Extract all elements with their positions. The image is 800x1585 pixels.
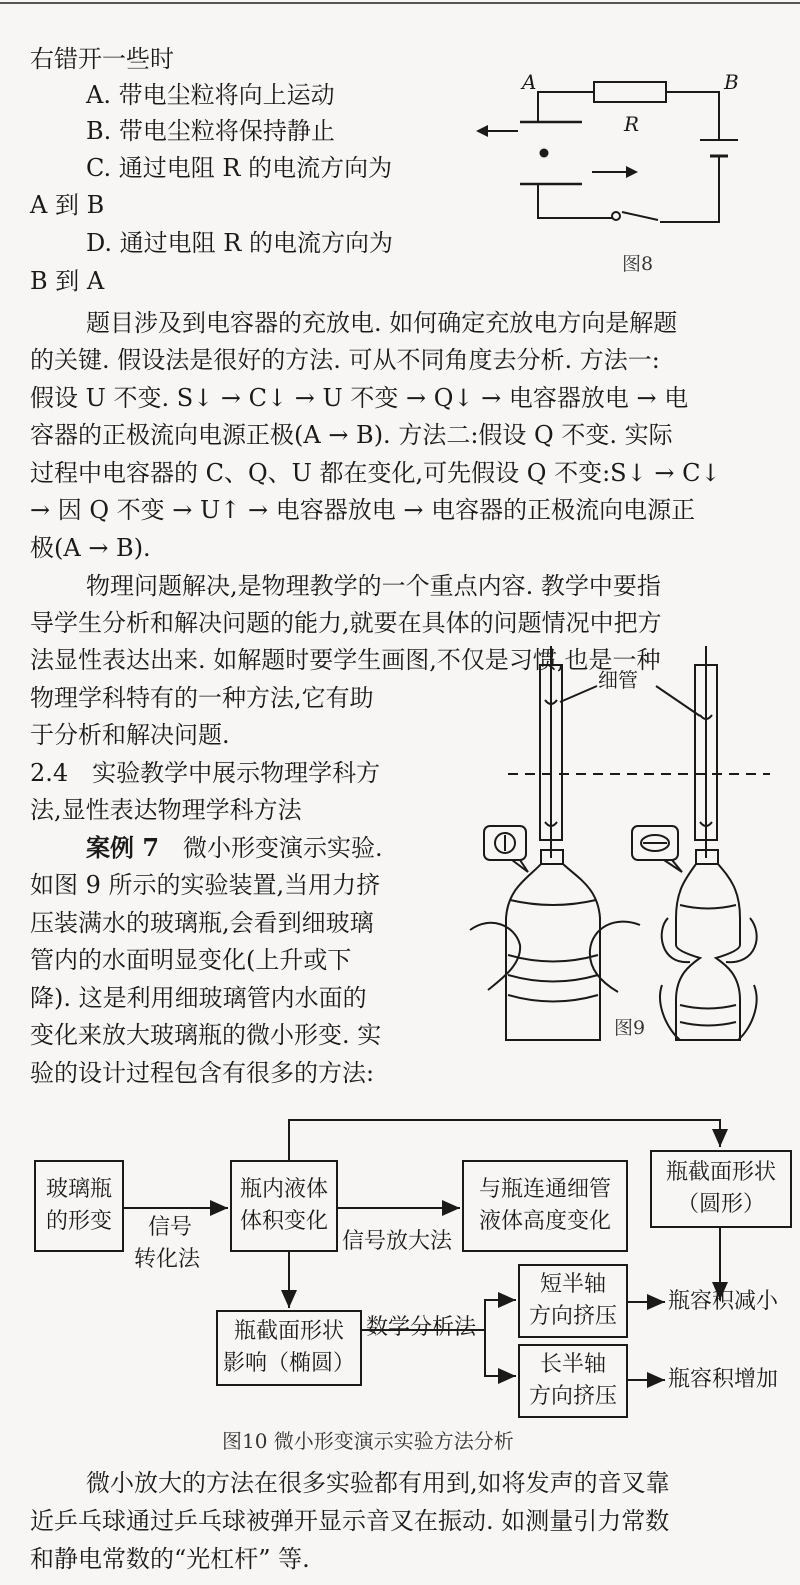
- box-text: 影响（椭圆）: [222, 1351, 355, 1376]
- box-section-ellipse: [216, 1310, 362, 1386]
- box-glass-deformation: [34, 1160, 124, 1252]
- box-tube-height-change: [462, 1160, 628, 1252]
- box-text: 液体高度变化: [478, 1209, 611, 1234]
- paragraph-line: 于分析和解决问题.: [30, 721, 230, 749]
- option-a: A. 带电尘粒将向上运动: [86, 81, 335, 109]
- result-decrease: 瓶容积减小: [668, 1289, 779, 1314]
- section-heading-cont: 法,显性表达物理学科方法: [30, 796, 302, 824]
- fig8-label-a: A: [522, 70, 537, 94]
- box-text: 瓶截面形状: [233, 1319, 344, 1344]
- box-text: 体积变化: [239, 1209, 328, 1234]
- label-amplification: 信号放大法: [342, 1229, 453, 1254]
- paragraph-line: 极(A → B).: [30, 534, 151, 562]
- box-volume-change: [230, 1160, 338, 1252]
- option-d-cont: B 到 A: [30, 267, 105, 295]
- box-text: 瓶截面形状: [665, 1160, 776, 1185]
- fig10-caption: 图10 微小形变演示实验方法分析: [222, 1429, 514, 1453]
- option-c: C. 通过电阻 R 的电流方向为: [86, 154, 393, 182]
- label-math-analysis: 数学分析法: [366, 1315, 477, 1340]
- box-long-axis: [518, 1344, 628, 1418]
- paragraph-line: → 因 Q 不变 → U↑ → 电容器放电 → 电容器的正极流向电源正: [30, 496, 696, 524]
- section-heading: 2.4 实验教学中展示物理学科方: [30, 759, 381, 787]
- box-text: 玻璃瓶: [45, 1177, 112, 1202]
- paragraph-line: 导学生分析和解决问题的能力,就要在具体的问题情况中把方: [30, 609, 662, 637]
- box-text: （圆形）: [676, 1192, 765, 1217]
- fig8-label-b: B: [724, 70, 739, 94]
- paragraph-line: 和静电常数的“光杠杆” 等.: [30, 1545, 310, 1573]
- option-b: B. 带电尘粒将保持静止: [86, 117, 335, 145]
- paragraph-line: 微小放大的方法在很多实验都有用到,如将发声的音叉靠: [86, 1469, 670, 1497]
- option-c-cont: A 到 B: [30, 191, 105, 219]
- label-conversion: 转化法: [134, 1247, 201, 1272]
- text-line: 右错开一些时: [30, 45, 174, 73]
- result-increase: 瓶容积增加: [668, 1367, 779, 1392]
- case-title: 微小形变演示实验.: [159, 834, 383, 862]
- box-short-axis: [518, 1264, 628, 1338]
- fig9-caption: 图9: [614, 1017, 646, 1039]
- paragraph-line: 题目涉及到电容器的充放电. 如何确定充放电方向是解题: [86, 309, 678, 337]
- fig8-caption: 图8: [622, 253, 654, 275]
- paragraph-line: 假设 U 不变. S↓ → C↓ → U 不变 → Q↓ → 电容器放电 → 电: [30, 384, 689, 412]
- paragraph-line: 容器的正极流向电源正极(A → B). 方法二:假设 Q 不变. 实际: [30, 421, 673, 449]
- box-text: 方向挤压: [528, 1384, 617, 1409]
- box-text: 的形变: [45, 1209, 112, 1234]
- paragraph-line: 降). 这是利用细玻璃管内水面的: [30, 984, 367, 1012]
- paragraph-line: 的关键. 假设法是很好的方法. 可从不同角度去分析. 方法一:: [30, 346, 660, 374]
- label-signal: 信号: [148, 1215, 193, 1240]
- fig9-tube-label: 细管: [598, 668, 638, 692]
- option-d: D. 通过电阻 R 的电流方向为: [86, 229, 393, 257]
- box-text: 短半轴: [539, 1272, 606, 1297]
- case-label: 案例 7: [86, 833, 160, 862]
- box-text: 与瓶连通细管: [478, 1177, 611, 1202]
- paragraph-line: 变化来放大玻璃瓶的微小形变. 实: [30, 1021, 382, 1049]
- paragraph-line: 验的设计过程包含有很多的方法:: [30, 1059, 375, 1087]
- box-text: 瓶内液体: [239, 1177, 328, 1202]
- box-text: 方向挤压: [528, 1304, 617, 1329]
- paragraph-line: 物理学科特有的一种方法,它有助: [30, 684, 374, 712]
- box-section-circle: [650, 1150, 792, 1228]
- paragraph-line: 压装满水的玻璃瓶,会看到细玻璃: [30, 909, 374, 937]
- paragraph-line: 过程中电容器的 C、Q、U 都在变化,可先假设 Q 不变:S↓ → C↓: [30, 459, 721, 487]
- paragraph-line: 物理问题解决,是物理教学的一个重点内容. 教学中要指: [86, 572, 661, 600]
- paragraph-line: 法显性表达出来. 如解题时要学生画图,不仅是习惯,也是一种: [30, 646, 661, 674]
- paragraph-line: 管内的水面明显变化(上升或下: [30, 946, 352, 974]
- paragraph-line: 近乒乓球通过乒乓球被弹开显示音叉在振动. 如测量引力常数: [30, 1507, 670, 1535]
- paragraph-line: 如图 9 所示的实验装置,当用力挤: [30, 871, 381, 899]
- box-text: 长半轴: [539, 1352, 606, 1377]
- fig8-label-r: R: [624, 112, 640, 136]
